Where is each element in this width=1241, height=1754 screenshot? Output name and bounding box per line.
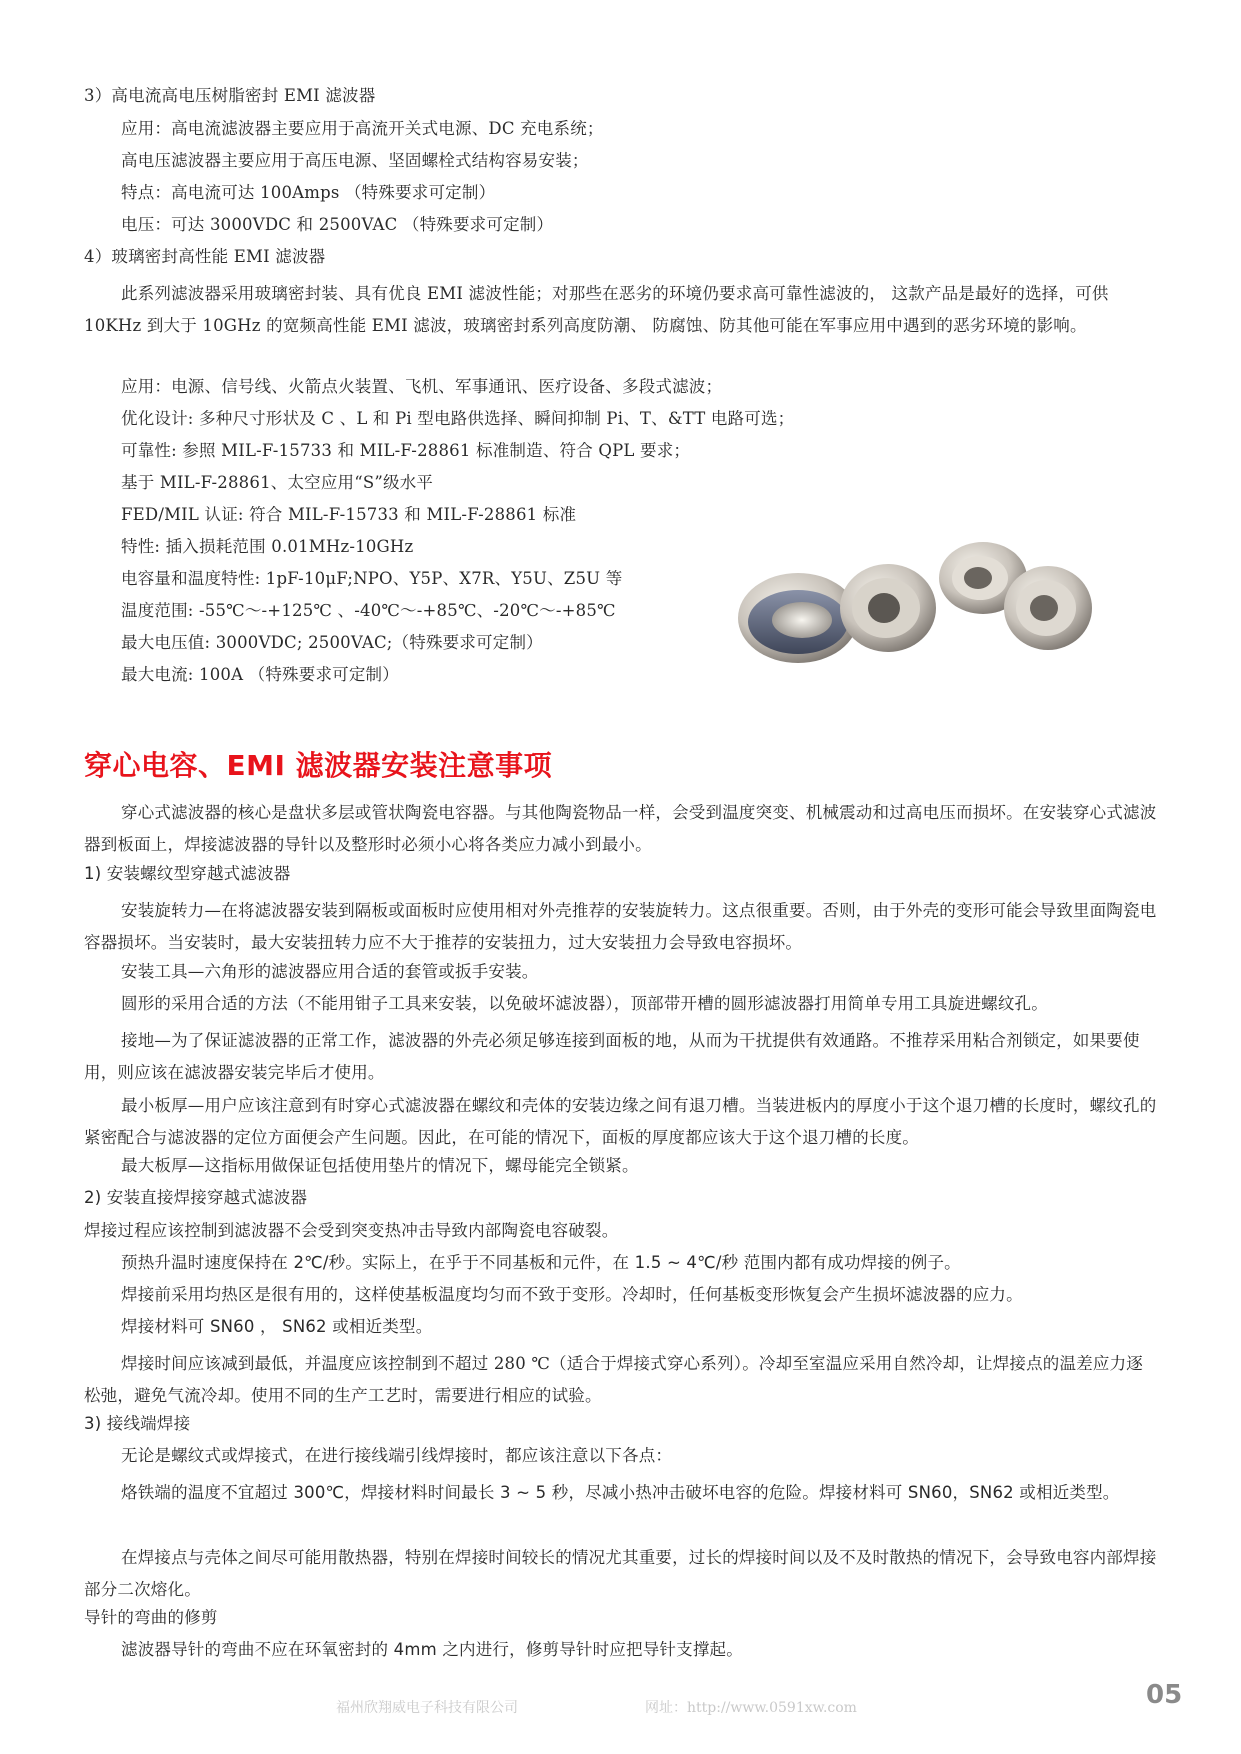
footer-company: 福州欣翔威电子科技有限公司: [336, 1700, 518, 1716]
section4-line: 最大电流: 100A （特殊要求可定制）: [121, 665, 399, 684]
install-intro: 穿心式滤波器的核心是盘状多层或管状陶瓷电容器。与其他陶瓷物品一样，会受到温度突变、机械震动和过高电压而损坏。在安装穿心式滤波器到板面上，焊接滤波器的导针以及整形时必须小心将各类应力减小到最小。: [84, 803, 1157, 854]
install-paragraph: 在焊接点与壳体之间尽可能用散热器，特别在焊接时间较长的情况尤其重要，过长的焊接时间以及不及时散热的情况下，会导致电容内部焊接部分二次熔化。: [84, 1548, 1157, 1599]
ceramic-filter-rings-photo: [728, 538, 1148, 688]
install-heading-3: 3) 接线端焊接: [84, 1414, 191, 1433]
install-paragraph: 圆形的采用合适的方法（不能用钳子工具来安装，以免破坏滤波器），顶部带开槽的圆形滤波器打用简单专用工具旋进螺纹孔。: [121, 994, 1048, 1013]
install-paragraph: 焊接材料可 SN60 ， SN62 或相近类型。: [121, 1317, 433, 1336]
section4-line: 电容量和温度特性: 1pF-10μF;NPO、Y5P、X7R、Y5U、Z5U 等: [121, 569, 623, 588]
install-paragraph: 无论是螺纹式或焊接式，在进行接线端引线焊接时，都应该注意以下各点：: [121, 1446, 673, 1465]
page-number: 05: [1146, 1680, 1183, 1710]
install-heading-2: 2) 安装直接焊接穿越式滤波器: [84, 1188, 308, 1207]
install-paragraph: 滤波器导针的弯曲不应在环氧密封的 4mm 之内进行，修剪导针时应把导针支撑起。: [121, 1640, 743, 1659]
section3-line: 应用：高电流滤波器主要应用于高流开关式电源、DC 充电系统；: [121, 119, 604, 138]
install-paragraph: 焊接前采用均热区是很有用的，这样使基板温度均匀而不致于变形。冷却时，任何基板变形恢复会产生损坏滤波器的应力。: [121, 1285, 1023, 1304]
install-paragraph: 安装旋转力—在将滤波器安装到隔板或面板时应使用相对外壳推荐的安装旋转力。这点很重要。否则，由于外壳的变形可能会导致里面陶瓷电容器损坏。当安装时，最大安装扭转力应不大于推荐的安装扭力，过大安装扭力会导致电容损坏。: [84, 901, 1157, 952]
section4-paragraph: 此系列滤波器采用玻璃密封装、具有优良 EMI 滤波性能；对那些在恶劣的环境仍要求高可靠性滤波的， 这款产品是最好的选择，可供 10KHz 到大于 10GHz 的宽频高性能 EMI 滤波，玻璃密封系列高度防潮、 防腐蚀、防其他可能在军事应用中遇到的恶劣环境的影响。: [84, 284, 1109, 335]
install-paragraph: 烙铁端的温度不宜超过 300℃，焊接材料时间最长 3 ~ 5 秒，尽减小热冲击破坏电容的危险。焊接材料可 SN60，SN62 或相近类型。: [121, 1483, 1120, 1502]
install-heading-4: 导针的弯曲的修剪: [84, 1608, 218, 1627]
section3-line: 电压：可达 3000VDC 和 2500VAC （特殊要求可定制）: [121, 215, 554, 234]
install-paragraph: 最大板厚—这指标用做保证包括使用垫片的情况下，螺母能完全锁紧。: [121, 1156, 639, 1175]
section3-line: 特点：高电流可达 100Amps （特殊要求可定制）: [121, 183, 496, 202]
filter-ring: [1004, 566, 1092, 650]
section-title: 穿心电容、EMI 滤波器安装注意事项: [84, 749, 553, 782]
section3-heading: 3）高电流高电压树脂密封 EMI 滤波器: [84, 86, 376, 105]
section3-line: 高电压滤波器主要应用于高压电源、坚固螺栓式结构容易安装；: [121, 151, 589, 170]
install-paragraph: 安装工具—六角形的滤波器应用合适的套管或扳手安装。: [121, 962, 539, 981]
section4-line: 可靠性: 参照 MIL-F-15733 和 MIL-F-28861 标准制造、符合 QPL 要求；: [121, 441, 691, 460]
install-paragraph: 接地—为了保证滤波器的正常工作，滤波器的外壳必须足够连接到面板的地，从而为干扰提供有效通路。不推荐采用粘合剂锁定，如果要使用，则应该在滤波器安装完毕后才使用。: [84, 1031, 1140, 1082]
filter-ring: [840, 564, 936, 652]
install-paragraph: 预热升温时速度保持在 2℃/秒。实际上，在乎于不同基板和元件，在 1.5 ~ 4℃/秒 范围内都有成功焊接的例子。: [121, 1253, 961, 1272]
section4-line: 温度范围: -55℃～-+125℃ 、-40℃～-+85℃、-20℃～-+85℃: [121, 601, 616, 620]
section4-line: 最大电压值: 3000VDC; 2500VAC;（特殊要求可定制）: [121, 633, 543, 652]
section4-line: 优化设计: 多种尺寸形状及 C 、L 和 Pi 型电路供选择、瞬间抑制 Pi、T、&TT 电路可选；: [121, 409, 795, 428]
install-heading-1: 1) 安装螺纹型穿越式滤波器: [84, 864, 291, 883]
section4-heading: 4）玻璃密封高性能 EMI 滤波器: [84, 247, 326, 266]
install-paragraph: 焊接过程应该控制到滤波器不会受到突变热冲击导致内部陶瓷电容破裂。: [84, 1221, 619, 1240]
section4-line: FED/MIL 认证: 符合 MIL-F-15733 和 MIL-F-28861 标准: [121, 505, 577, 524]
section4-line: 基于 MIL-F-28861、太空应用“S”级水平: [121, 473, 434, 492]
footer-website[interactable]: 网址：http://www.0591xw.com: [645, 1700, 857, 1716]
install-paragraph: 最小板厚—用户应该注意到有时穿心式滤波器在螺纹和壳体的安装边缘之间有退刀槽。当装进板内的厚度小于这个退刀槽的长度时，螺纹孔的紧密配合与滤波器的定位方面便会产生问题。因此，在可能的情况下，面板的厚度都应该大于这个退刀槽的长度。: [84, 1096, 1157, 1147]
filter-ring: [738, 573, 858, 663]
section4-line: 特性: 插入损耗范围 0.01MHz-10GHz: [121, 537, 414, 556]
install-paragraph: 焊接时间应该减到最低，并温度应该控制到不超过 280 ℃（适合于焊接式穿心系列）。冷却至室温应采用自然冷却，让焊接点的温差应力逐松弛，避免气流冷却。使用不同的生产工艺时，需要进行相应的试验。: [84, 1354, 1143, 1405]
section4-line: 应用：电源、信号线、火箭点火装置、飞机、军事通讯、医疗设备、多段式滤波；: [121, 377, 723, 396]
